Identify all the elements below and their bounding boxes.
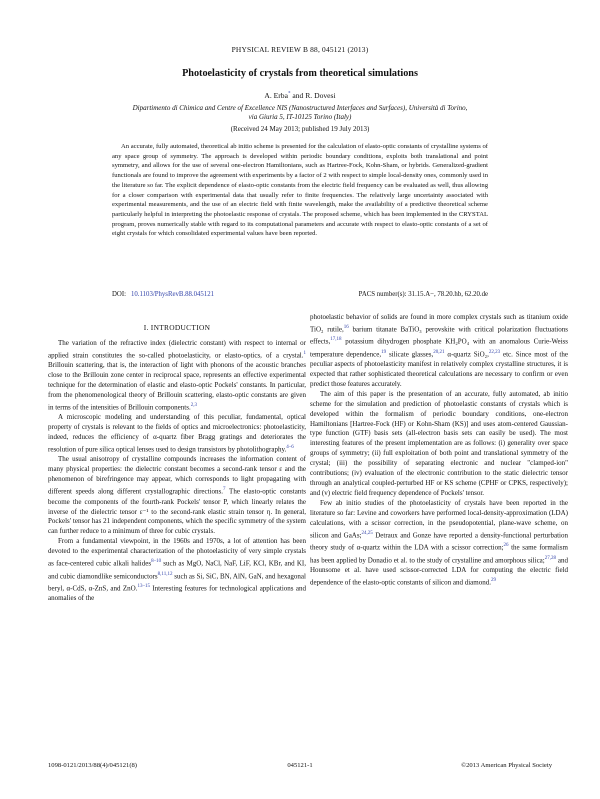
- paragraph: The usual anisotropy of crystalline compounds increases the information content of many physical properties: the dielectric constant becomes a second-rank tensor ε and the phenomenon of birefringence may appear, which corresponds to light propagating with different speeds along different crystallographic directions.$^7$ The elasto-optic constants become the components of the fourth-rank Pockels' tensor P, which linearly relates the inverse of the dielectric tensor ε⁻¹ to the second-rank elastic strain tensor η. In general, Pockels' tensor has 21 independent components, which the specific symmetry of the system can further reduce to a minimum of three for cubic crystals.: [48, 455, 306, 536]
- author-name-dovesi: and R. Dovesi: [290, 91, 336, 100]
- paper-title: Photoelasticity of crystals from theoretical simulations: [182, 68, 418, 79]
- paragraph: Few ab initio studies of the photoelasticity of crystals have been reported in the literature so far: Levine and coworkers have performed local-density-approximation (LDA) calculations, with a scissor correction, in the pseudopotential, plane-wave scheme, on silicon and GaAs;$^{24,25}$ Detraux and Gonze have reported a density-functional perturbation theory study of α-quartz within the LDA with a scissor correction;$^{26}$ the same formalism has been applied by Donadio et al. to the study of crystalline and amorphous silica;$^{27,28}$ and Hounsome et al. have used scissor-corrected LDA for computing the electric field dependence of the elasto-optic constants of silicon and diamond.$^{29}$: [310, 499, 568, 587]
- paragraph: photoelastic behavior of solids are found in more complex crystals such as titanium oxide TiO₂ rutile,$^{16}$ barium titanate BaTiO₃ perovskite with critical polarization fluctuations effects,$^{17,18}$ potassium dihydrogen phosphate KH₂PO₄ with an anomalous Curie-Weiss temperature dependence,$^{19}$ silicate glasses,$^{20,21}$ α-quartz SiO₂,$^{22,23}$ etc. Since most of the peculiar aspects of photoelasticity manifest in relatively complex crystalline structures, it is expected that rather sophisticated theoretical calculations are necessary to confirm or even predict those features accurately.: [310, 313, 568, 388]
- citation-link[interactable]: 22,23: [488, 349, 501, 355]
- author-line: [0, 91, 600, 100]
- footer-page-number: 045121-1: [287, 762, 313, 769]
- citation-link[interactable]: 8,11,12: [157, 571, 173, 577]
- citation-link[interactable]: 26: [503, 543, 509, 549]
- paragraph: From a fundamental viewpoint, in the 1960s and 1970s, a lot of attention has been devoted to the experimental characterization of the photoelasticity of very simple crystals as face-centered cubic alkali halides$^{8-10}$ such as MgO, NaCl, NaF, LiF, KCl, KBr, and KI, and cubic diamondlike semiconductors$^{8,11,12}$ such as Si, SiC, BN, AlN, GaN, and hexagonal beryl, α-CdS, α-ZnS, and ZnO.$^{13-15}$ Interesting features for technological applications and anomalies of the: [48, 537, 307, 603]
- affiliation: [110, 104, 490, 123]
- citation-link[interactable]: 27,28: [544, 555, 556, 561]
- paragraph: A microscopic modeling and understanding of this peculiar, fundamental, optical property of crystals is relevant to the fields of optics and microelectronics: photoelasticity, indeed, reduces the efficiency of α-quartz fiber Bragg gratings and deteriorates the resolution of pure silica optical lenses used to design transistors by photolithography.$^{4-6}$: [48, 413, 306, 454]
- pacs-numbers: PACS number(s): 31.15.A−, 78.20.hb, 62.20.de: [358, 291, 488, 298]
- footer-copyright: ©2013 American Physical Society: [461, 762, 552, 769]
- footer-issn: 1098-0121/2013/88(4)/045121(8): [48, 762, 138, 769]
- citation-link[interactable]: 4–6: [286, 445, 294, 451]
- citation-link[interactable]: 29: [490, 577, 496, 583]
- section-heading-introduction: I. INTRODUCTION: [143, 323, 211, 332]
- author-name-erba: A. Erba: [264, 91, 288, 100]
- paragraph: The variation of the refractive index (dielectric constant) with respect to internal or applied strain constitutes the so-called photoelasticity, or elasto-optics, of a crystal.$^1$ Brillouin scattering, that is, the interaction of light with phonons of the acoustic branches close to the Brillouin zone center in reciprocal space, represents an effective experimental technique for the determination of elastic and elasto-optic Pockels' constants. In particular, from the phenomenological theory of Brillouin scattering, elasto-optic constants are given in terms of the intensities of Brillouin components.$^{2,3}$: [48, 338, 306, 412]
- affiliation-line-2: via Giuria 5, IT-10125 Torino (Italy): [248, 113, 352, 122]
- journal-header: PHYSICAL REVIEW B 88, 045121 (2013): [231, 45, 369, 54]
- right-column: [310, 313, 568, 588]
- received-dates: (Received 24 May 2013; published 19 July 2013): [230, 125, 370, 133]
- doi-pacs-line: [112, 291, 488, 301]
- abstract: An accurate, fully automated, theoretical ab initio scheme is presented for the calculation of elasto-optic constants of crystalline systems of any space group of symmetry. The approach is developed within periodic boundary conditions, exploits both translational and point symmetry, and allows for the use of several one-electron Hamiltonians, such as Hartree-Fock, Kohn-Sham, or hybrids. Generalized-gradient functionals are found to improve the agreement with experiments by a factor of 2 with respect to simple local-density ones, commonly used in the literature so far. The explicit dependence of elasto-optic constants from the electric field frequency can be evaluated as well, thus allowing for a closer comparison with experimental data that usually refer to finite frequencies. The relatively large uncertainty associated with experimental measurements, and the use of an electric field with finite wavelength, make the availability of a predictive theoretical scheme particularly helpful in interpreting the photoelastic response of crystals. The proposed scheme, which has been implemented in the CRYSTAL program, proves numerically stable with regard to its computational parameters and accurate with respect to elasto-optic constants of a set of eight crystals for which consolidated experimental values have been reported.: [112, 143, 488, 238]
- citation-link[interactable]: 20,21: [433, 349, 445, 355]
- citation-link[interactable]: 16: [343, 324, 349, 330]
- citation-link[interactable]: 13–15: [137, 583, 150, 589]
- paragraph: The aim of this paper is the presentation of an accurate, fully automated, ab initio scheme for the simulation and prediction of photoelastic constants of crystals which is developed within the formalism of periodic boundary conditions, one-electron Hamiltonians [Hartree-Fock (HF) or Kohn-Sham (KS)] and uses atom-centered Gaussian-type function (GTF) basis sets (all-electron basis sets can easily be used). The most interesting features of the present implementation are as follows: (i) generality over space groups of symmetry; (ii) full exploitation of both point and translational symmetry of the crystal; (iii) the possibility of separating electronic and nuclear "clamped-ion" contributions; (iv) evaluation of the electronic contribution to the static dielectric tensor through an analytical coupled-perturbed HF or KS scheme (CPHF or CPKS, respectively); and (v) electric field frequency dependence of Pockels' tensor.: [310, 389, 568, 498]
- left-column: [48, 323, 306, 604]
- page-footer: [48, 762, 552, 772]
- doi-label: DOI:: [112, 291, 126, 298]
- citation-link[interactable]: 8–10: [151, 559, 162, 565]
- citation-link[interactable]: 24,25: [361, 531, 373, 536]
- citation-link[interactable]: 7: [223, 487, 226, 493]
- citation-link[interactable]: 2,3: [190, 403, 197, 408]
- citation-link[interactable]: 19: [381, 349, 387, 355]
- affiliation-line-1: Dipartimento di Chimica and Centre of Excellence NIS (Nanostructured Interfaces and Surfaces), Università di Torino,: [132, 104, 468, 112]
- citation-link[interactable]: 17,18: [330, 337, 342, 343]
- doi-link[interactable]: 10.1103/PhysRevB.88.045121: [131, 291, 215, 298]
- citation-link[interactable]: 1: [303, 350, 306, 356]
- corresponding-author-marker[interactable]: *: [287, 91, 291, 97]
